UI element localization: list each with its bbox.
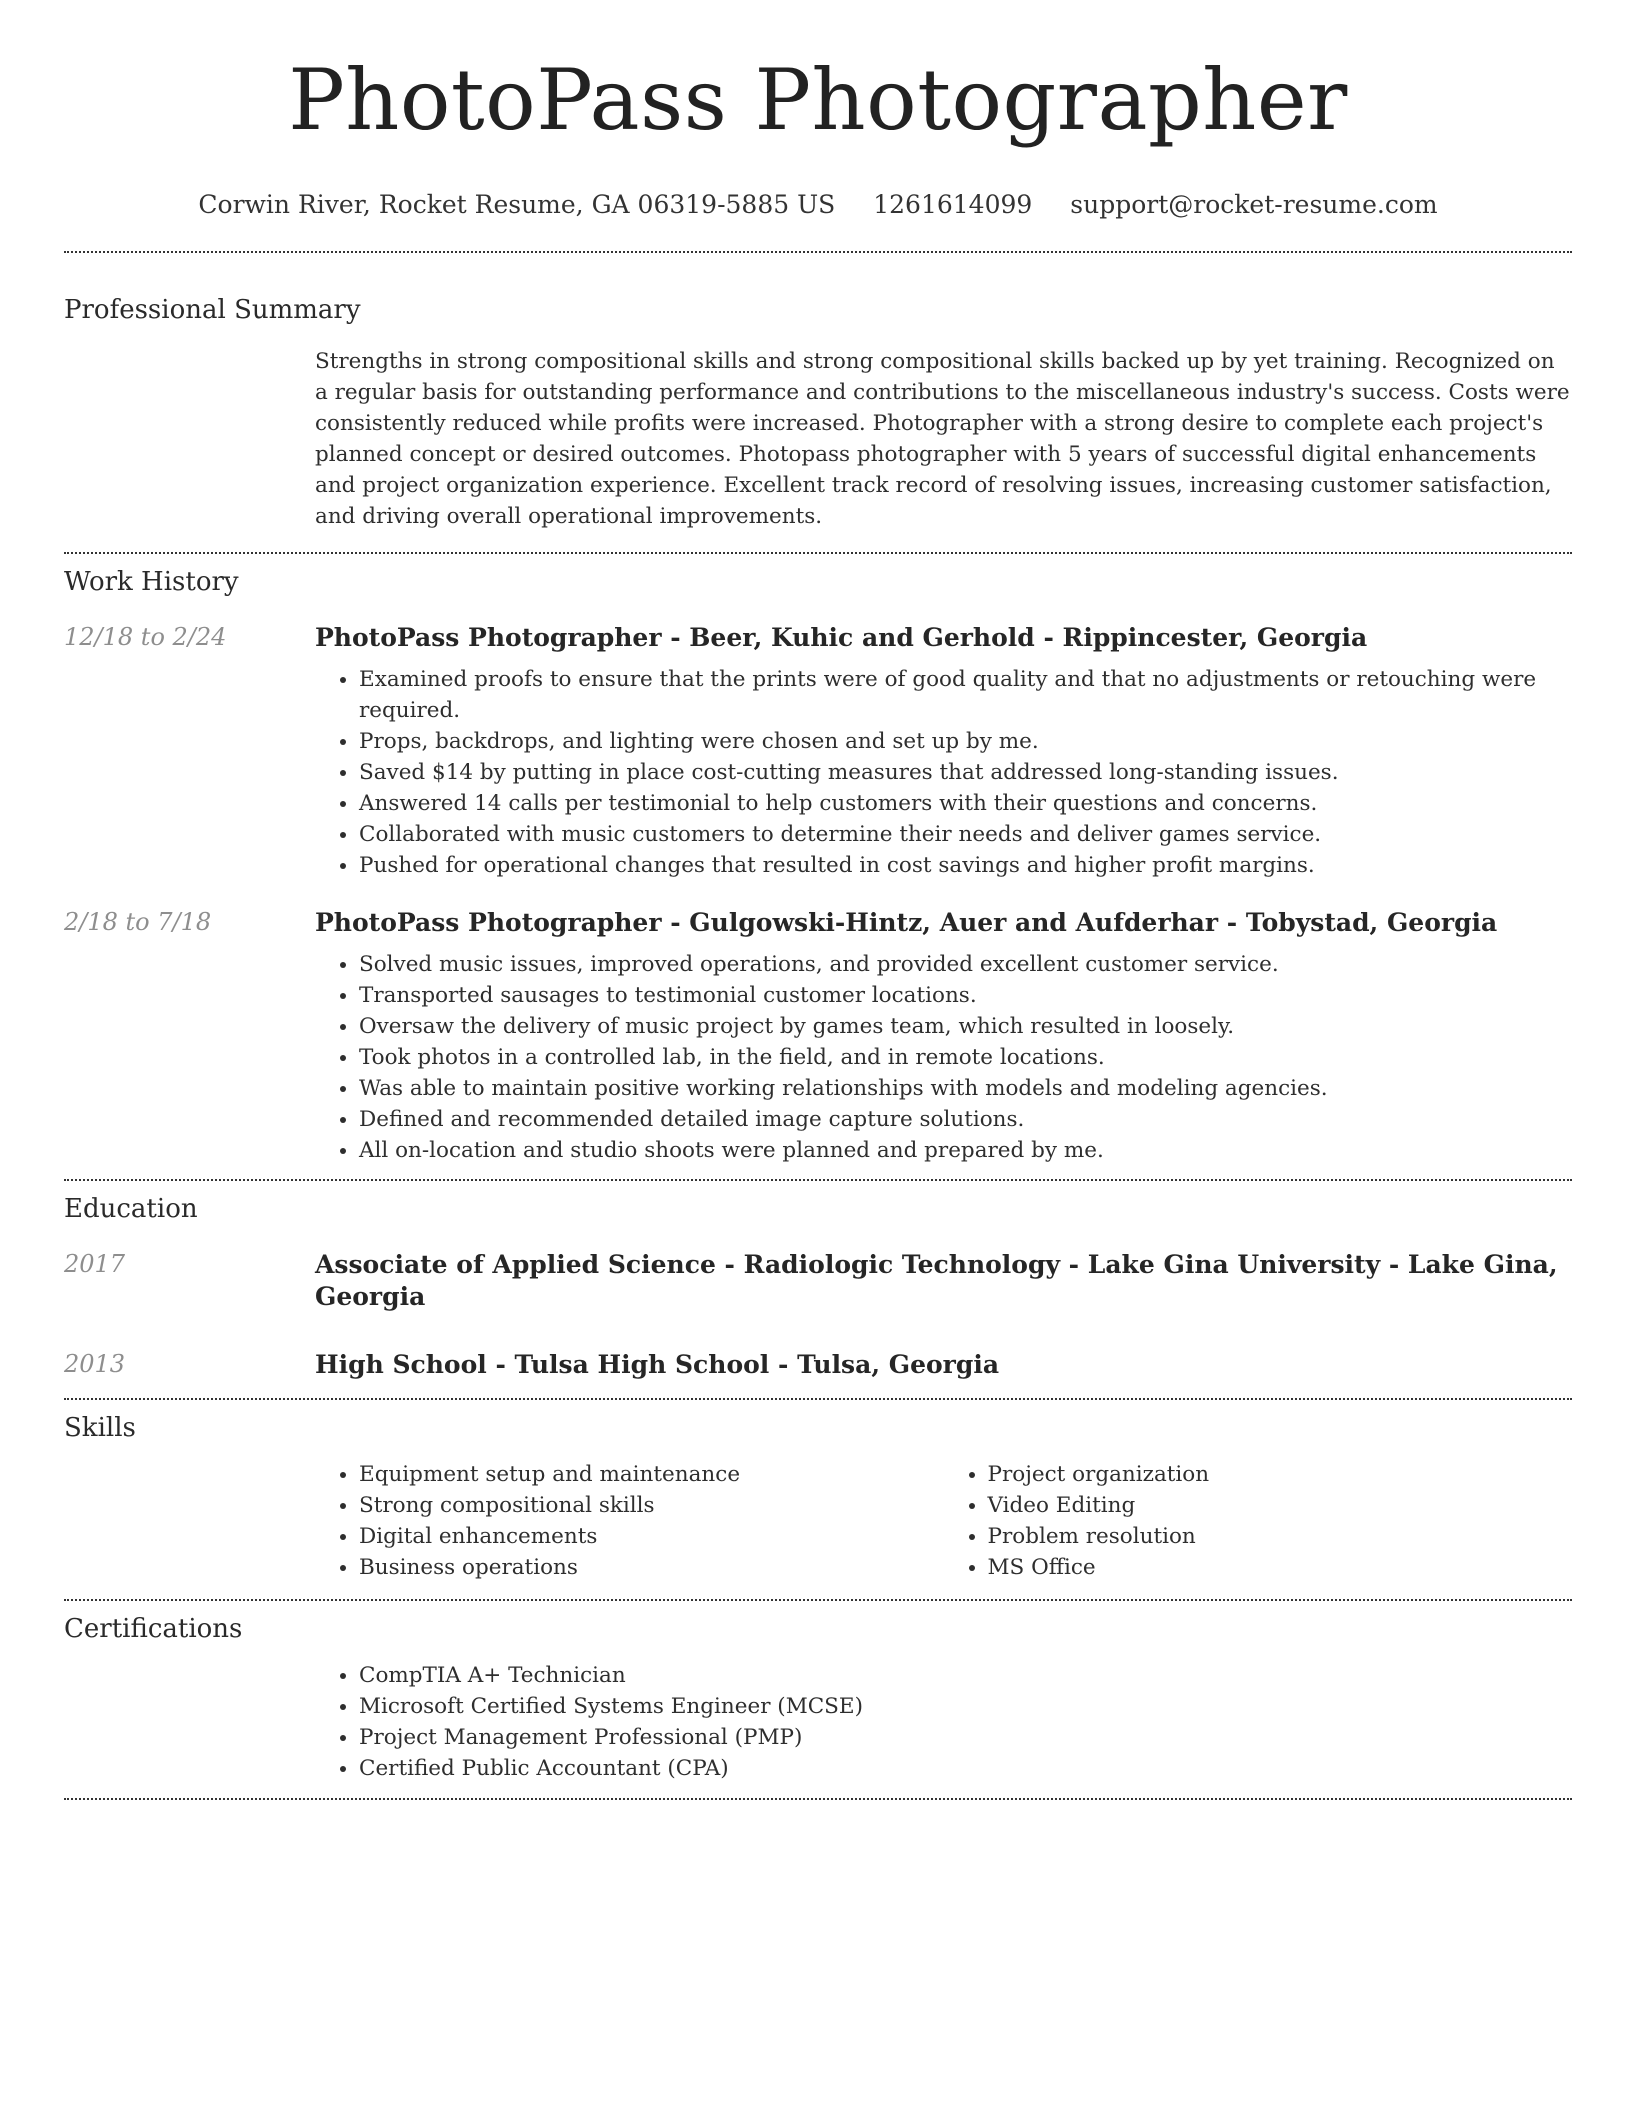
section-skills xyxy=(64,1400,1572,1583)
list-item: • All on-location and studio shoots were planned and prepared by me. xyxy=(359,1135,1572,1166)
education-entry xyxy=(64,1349,1572,1381)
list-item: • Problem resolution xyxy=(988,1521,1573,1552)
job-entry xyxy=(64,622,1572,881)
list-item: • Certified Public Accountant (CPA) xyxy=(359,1753,1572,1784)
education-year: 2013 xyxy=(64,1350,126,1378)
education-heading: Associate of Applied Science - Radiologic Technology - Lake Gina University - Lake Gina, Georgia xyxy=(315,1250,1558,1311)
certifications-left-spacer xyxy=(64,1660,315,1784)
list-item: • Collaborated with music customers to determine their needs and deliver games service. xyxy=(359,819,1572,850)
skills-left-spacer xyxy=(64,1459,315,1583)
job-dates: 12/18 to 2/24 xyxy=(64,623,227,651)
section-title-work: Work History xyxy=(64,567,239,597)
education-entry xyxy=(64,1249,1572,1313)
list-item: • Defined and recommended detailed image capture solutions. xyxy=(359,1104,1572,1135)
list-item: • Took photos in a controlled lab, in the field, and in remote locations. xyxy=(359,1042,1572,1073)
list-item: • Equipment setup and maintenance xyxy=(359,1459,944,1490)
job-heading: PhotoPass Photographer - Gulgowski-Hintz, Auer and Aufderhar - Tobystad, Georgia xyxy=(315,908,1498,937)
list-item: • Business operations xyxy=(359,1552,944,1583)
education-heading: High School - Tulsa High School - Tulsa, Georgia xyxy=(315,1350,1000,1379)
section-work-history xyxy=(64,554,1572,1166)
skills-column xyxy=(315,1459,944,1583)
list-item: • Digital enhancements xyxy=(359,1521,944,1552)
summary-left-spacer xyxy=(64,346,315,532)
list-item: • Strong compositional skills xyxy=(359,1490,944,1521)
list-item: • Project Management Professional (PMP) xyxy=(359,1722,1572,1753)
job-heading: PhotoPass Photographer - Beer, Kuhic and Gerhold - Rippincester, Georgia xyxy=(315,623,1368,652)
list-item: • Project organization xyxy=(988,1459,1573,1490)
section-education xyxy=(64,1181,1572,1381)
job-dates: 2/18 to 7/18 xyxy=(64,908,212,936)
divider xyxy=(64,1798,1572,1800)
list-item: • MS Office xyxy=(988,1552,1573,1583)
section-summary xyxy=(64,253,1572,532)
section-title-summary: Professional Summary xyxy=(64,295,361,325)
resume-name: PhotoPass Photographer xyxy=(288,51,1348,149)
section-title-skills: Skills xyxy=(64,1413,136,1443)
list-item: • CompTIA A+ Technician xyxy=(359,1660,1572,1691)
list-item: • Props, backdrops, and lighting were chosen and set up by me. xyxy=(359,726,1572,757)
job-bullets xyxy=(315,949,1572,1166)
list-item: • Solved music issues, improved operations, and provided excellent customer service. xyxy=(359,949,1572,980)
list-item: • Saved $14 by putting in place cost-cutting measures that addressed long-standing issues. xyxy=(359,757,1572,788)
list-item: • Microsoft Certified Systems Engineer (MCSE) xyxy=(359,1691,1572,1722)
list-item: • Answered 14 calls per testimonial to help customers with their questions and concerns. xyxy=(359,788,1572,819)
certifications-list xyxy=(315,1660,1572,1784)
section-title-education: Education xyxy=(64,1194,198,1224)
list-item: • Video Editing xyxy=(988,1490,1573,1521)
job-entry xyxy=(64,907,1572,1166)
contact-phone: 1261614099 xyxy=(873,190,1033,219)
resume-page xyxy=(64,0,1572,1800)
contact-address: Corwin River, Rocket Resume, GA 06319-5885 US xyxy=(198,190,836,219)
list-item: • Oversaw the delivery of music project by games team, which resulted in loosely. xyxy=(359,1011,1572,1042)
skills-column xyxy=(944,1459,1573,1583)
section-certifications xyxy=(64,1601,1572,1784)
contact-line xyxy=(64,190,1572,220)
contact-email: support@rocket-resume.com xyxy=(1070,190,1438,219)
job-bullets xyxy=(315,664,1572,881)
section-title-certifications: Certifications xyxy=(64,1614,243,1644)
list-item: • Examined proofs to ensure that the prints were of good quality and that no adjustments or retouching were required. xyxy=(359,664,1572,726)
education-year: 2017 xyxy=(64,1250,126,1278)
list-item: • Pushed for operational changes that resulted in cost savings and higher profit margins. xyxy=(359,850,1572,881)
summary-text: Strengths in strong compositional skills and strong compositional skills backed up by yet training. Recognized on a regular basis for outstanding performance and contributions to the miscellaneous industry's success. Costs were consistently reduced while profits were increased. Photographer with a strong desire to complete each project's planned concept or desired outcomes. Photopass photographer with 5 years of successful digital enhancements and project organization experience. Excellent track record of resolving issues, increasing customer satisfaction, and driving overall operational improvements. xyxy=(315,349,1570,529)
skills-grid xyxy=(315,1459,1572,1583)
list-item: • Transported sausages to testimonial customer locations. xyxy=(359,980,1572,1011)
list-item: • Was able to maintain positive working relationships with models and modeling agencies. xyxy=(359,1073,1572,1104)
